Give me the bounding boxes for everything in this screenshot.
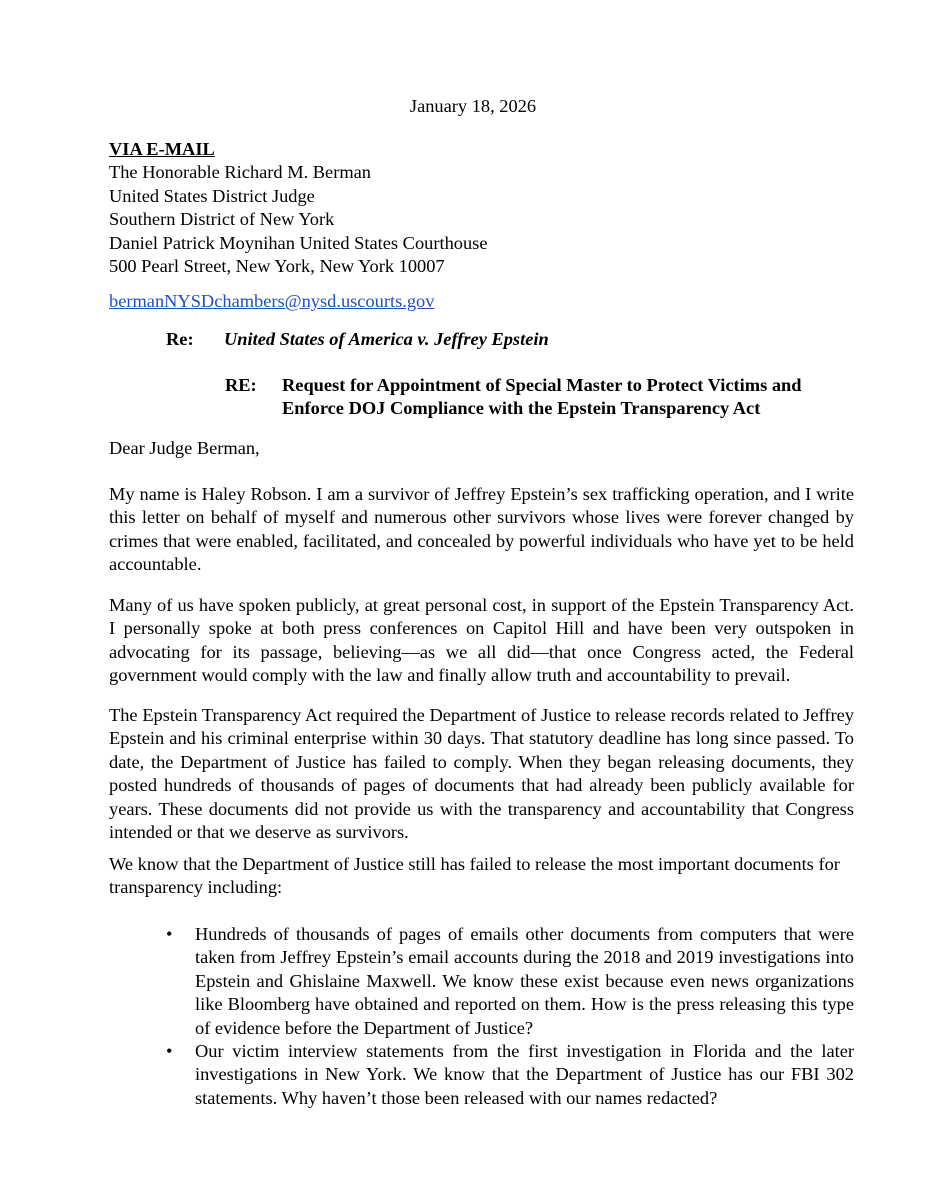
body-paragraph: My name is Haley Robson. I am a survivor of Jeffrey Epstein’s sex trafficking operation, and I write this letter on behalf of myself and numerous other survivors whose lives were forever changed by crimes that were enabled, facilitated, and concealed by powerful individuals who have yet to be held accountable.: [109, 484, 854, 575]
bullet-text: Hundreds of thousands of pages of emails other documents from computers that were taken from Jeffrey Epstein’s email accounts during the 2018 and 2019 investigations into Epstein and Ghislaine Maxwell. We know these exist because even news organizations like Bloomberg have obtained and reported on them. How is the press releasing this type of evidence before the Department of Justice?: [195, 924, 854, 1038]
recipient-street: 500 Pearl Street, New York, New York 10007: [109, 256, 445, 277]
recipient-email-link[interactable]: bermanNYSDchambers@nysd.uscourts.gov: [109, 291, 435, 311]
recipient-name: The Honorable Richard M. Berman: [109, 162, 371, 183]
body-paragraph: We know that the Department of Justice still has failed to release the most important documents for transparency including:: [109, 854, 840, 898]
bullet-list: [160, 923, 854, 1110]
recipient-courthouse: Daniel Patrick Moynihan United States Courthouse: [109, 232, 488, 253]
re-case-line: [166, 328, 549, 351]
bullet-item: [160, 1040, 854, 1110]
body-paragraph: The Epstein Transparency Act required the Department of Justice to release records related to Jeffrey Epstein and his criminal enterprise within 30 days. That statutory deadline has long since passed. To date, the Department of Justice has failed to comply. When they began releasing documents, they posted hundreds of thousands of pages of documents that had already been publicly available for years. These documents did not provide us with the transparency and accountability that Congress intended or that we deserve as survivors.: [109, 705, 854, 843]
recipient-title: United States District Judge: [109, 185, 315, 206]
salutation: Dear Judge Berman,: [109, 438, 260, 458]
body-paragraph: Many of us have spoken publicly, at great personal cost, in support of the Epstein Transparency Act. I personally spoke at both press conferences on Capitol Hill and have been very outspoken in advocating for its passage, believing—as we all did—that once Congress acted, the Federal government would comply with the law and finally allow truth and accountability to prevail.: [109, 595, 854, 686]
re-subject-text: Request for Appointment of Special Master to Protect Victims and Enforce DOJ Compliance with the Epstein Transparency Act: [282, 375, 802, 419]
bullet-icon: •: [166, 924, 173, 944]
letter-date: January 18, 2026: [409, 96, 537, 116]
re-subject-label: RE:: [225, 375, 257, 395]
recipient-address: [109, 138, 849, 278]
bullet-text: Our victim interview statements from the first investigation in Florida and the later investigations in New York. We know that the Department of Justice has our FBI 302 statements. Why haven’t those been released with our names redacted?: [195, 1041, 854, 1108]
re-case-label: Re:: [166, 329, 194, 349]
recipient-district: Southern District of New York: [109, 209, 335, 230]
bullet-icon: •: [166, 1041, 173, 1062]
bullet-item: [160, 923, 854, 1040]
delivery-method: VIA E-MAIL: [109, 139, 215, 159]
re-case-title: United States of America v. Jeffrey Epstein: [224, 329, 549, 349]
